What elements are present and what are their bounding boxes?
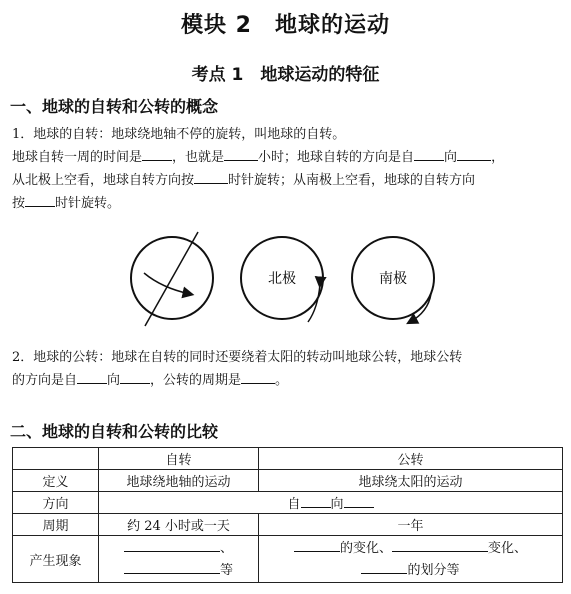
south-pole-view-diagram bbox=[352, 237, 434, 322]
blank-field[interactable] bbox=[301, 493, 331, 508]
page-title: 模块 2 地球的运动 bbox=[181, 13, 390, 38]
blank-field[interactable] bbox=[344, 493, 374, 508]
table-row-direction bbox=[13, 492, 563, 514]
blank-field[interactable] bbox=[120, 369, 150, 384]
blank-field[interactable] bbox=[25, 192, 55, 207]
blank-field[interactable] bbox=[294, 537, 340, 552]
table-cell: 、 等 bbox=[99, 536, 259, 583]
blank-field[interactable] bbox=[194, 169, 228, 184]
south-pole-label: 南极 bbox=[379, 271, 407, 287]
blank-field[interactable] bbox=[124, 559, 220, 574]
comparison-table bbox=[12, 447, 563, 583]
table-header-row bbox=[13, 448, 563, 470]
table-cell: 地球绕太阳的运动 bbox=[259, 470, 563, 492]
section1-heading: 一、地球的自转和公转的概念 bbox=[10, 97, 219, 116]
table-row-definition bbox=[13, 470, 563, 492]
rotation-line-3: 从北极上空看，地球自转方向按 时针旋转；从南极上空看，地球的自转方向 bbox=[12, 169, 564, 192]
blank-field[interactable] bbox=[224, 146, 258, 161]
blank-field[interactable] bbox=[124, 537, 220, 552]
table-cell: 的变化、 变化、 的划分等 bbox=[259, 536, 563, 583]
row-label: 定义 bbox=[13, 470, 99, 492]
paragraph-rotation bbox=[12, 123, 564, 215]
rotation-diagram bbox=[110, 222, 450, 332]
earth-side-view-diagram bbox=[131, 232, 213, 326]
section2-heading: 二、地球的自转和公转的比较 bbox=[10, 422, 219, 441]
table-header-cell: 自转 bbox=[99, 448, 259, 470]
rotation-line-1: 1．地球的自转：地球绕地轴不停的旋转，叫地球的自转。 bbox=[12, 127, 346, 142]
paragraph-revolution bbox=[12, 346, 564, 392]
table-header-cell bbox=[13, 448, 99, 470]
blank-field[interactable] bbox=[241, 369, 275, 384]
blank-field[interactable] bbox=[361, 559, 407, 574]
revolution-line-2: 的方向是自 向 ，公转的周期是 。 bbox=[12, 369, 564, 392]
table-cell: 自 向 bbox=[99, 492, 563, 514]
row-label: 周期 bbox=[13, 514, 99, 536]
revolution-line-1: 2．地球的公转：地球在自转的同时还要绕着太阳的转动叫地球公转，地球公转 bbox=[12, 350, 463, 365]
blank-field[interactable] bbox=[392, 537, 488, 552]
rotation-line-2: 地球自转一周的时间是 ，也就是 小时；地球自转的方向是自 向 ， bbox=[12, 146, 564, 169]
table-cell: 约 24 小时或一天 bbox=[99, 514, 259, 536]
north-pole-label: 北极 bbox=[268, 271, 296, 287]
table-row-period bbox=[13, 514, 563, 536]
rotation-line-4: 按 时针旋转。 bbox=[12, 192, 564, 215]
table-row-phenomena bbox=[13, 536, 563, 583]
table-header-cell: 公转 bbox=[259, 448, 563, 470]
row-label: 产生现象 bbox=[13, 536, 99, 583]
north-pole-view-diagram bbox=[241, 237, 323, 322]
rotation-arrow bbox=[144, 273, 190, 294]
blank-field[interactable] bbox=[142, 146, 172, 161]
blank-field[interactable] bbox=[457, 146, 491, 161]
table-cell: 地球绕地轴的运动 bbox=[99, 470, 259, 492]
blank-field[interactable] bbox=[414, 146, 444, 161]
section-topic-title: 考点 1 地球运动的特征 bbox=[191, 65, 380, 85]
row-label: 方向 bbox=[13, 492, 99, 514]
table-cell: 一年 bbox=[259, 514, 563, 536]
blank-field[interactable] bbox=[77, 369, 107, 384]
